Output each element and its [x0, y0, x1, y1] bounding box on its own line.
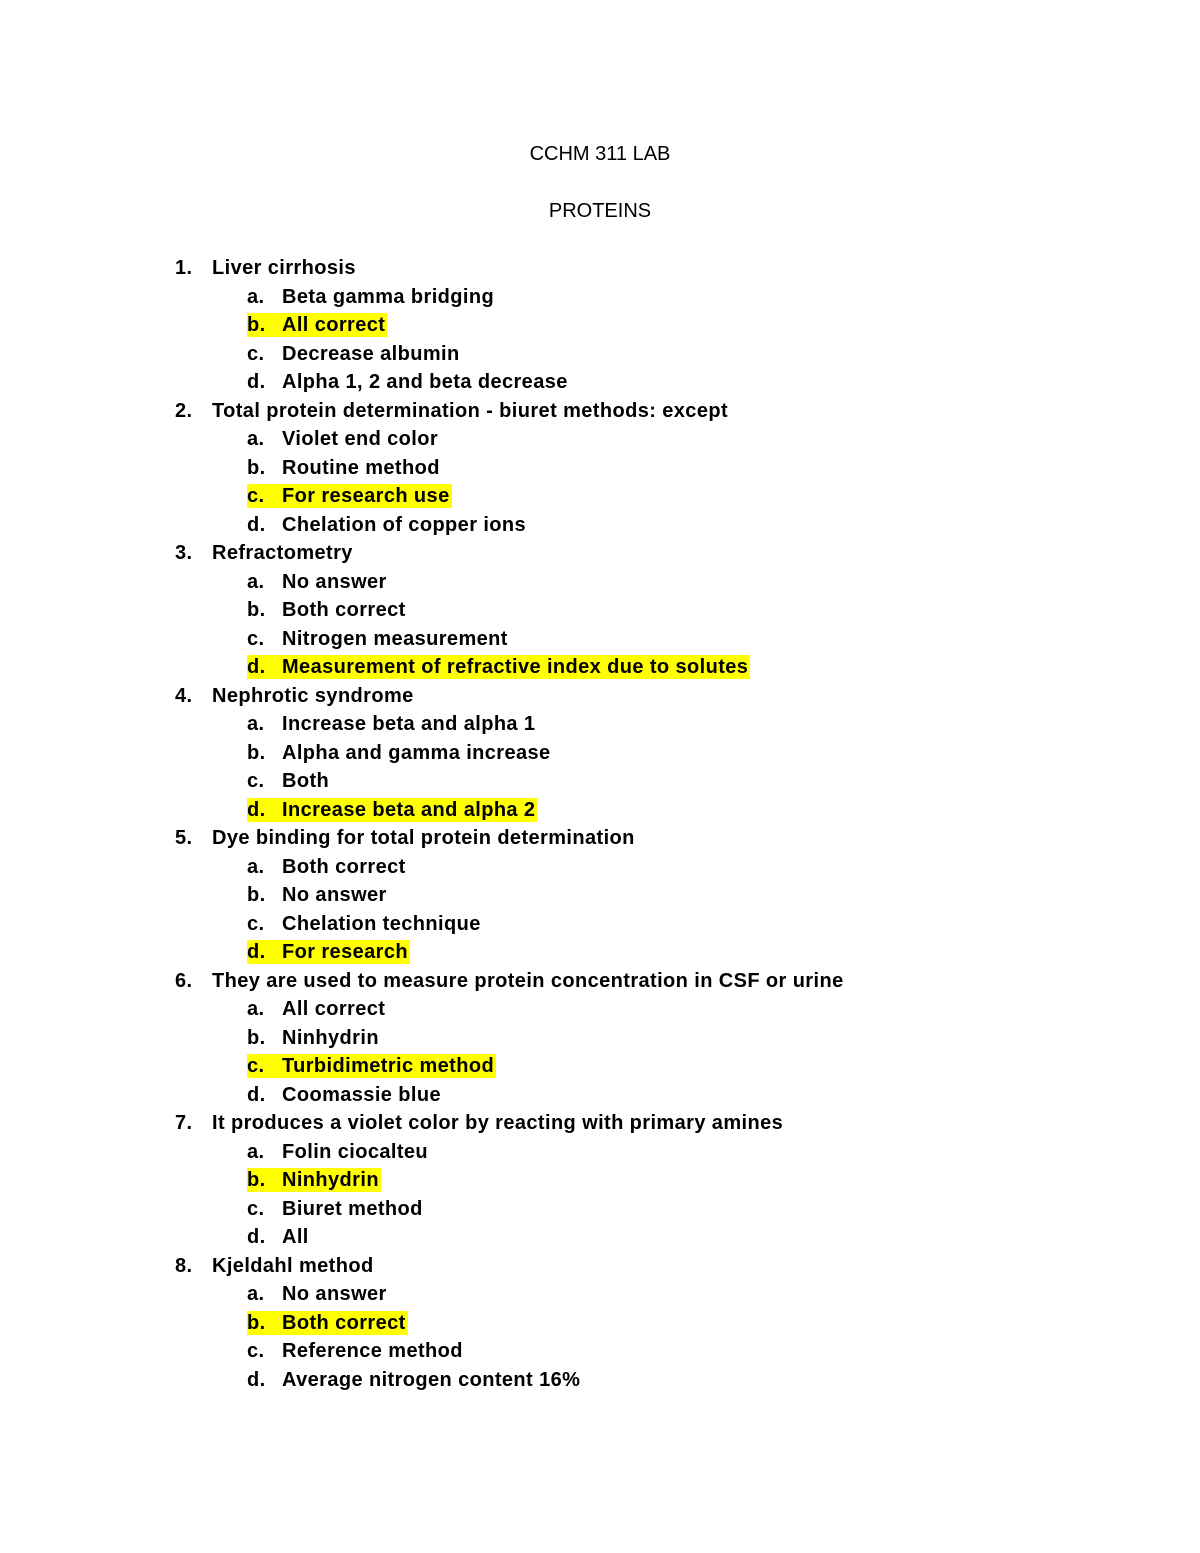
option-text: Biuret method: [282, 1197, 423, 1220]
answer-option: [175, 598, 844, 627]
question-list: [175, 256, 844, 1396]
option-letter: c.: [247, 912, 265, 935]
question-text: It produces a violet color by reacting with primary amines: [212, 1112, 784, 1134]
highlight-mark: [247, 798, 537, 822]
option-letter: b.: [247, 741, 266, 764]
answer-option: [175, 513, 844, 542]
answer-option: [175, 912, 844, 941]
answer-option: [175, 1339, 844, 1368]
option-text: Measurement of refractive index due to solutes: [282, 656, 749, 678]
answer-option: [175, 883, 844, 912]
option-text: No answer: [282, 884, 387, 906]
option-content: [247, 1026, 381, 1050]
option-content: [247, 1225, 311, 1249]
option-text: Both correct: [282, 599, 406, 621]
option-letter: d.: [247, 371, 266, 393]
option-text: Decrease albumin: [282, 342, 460, 365]
answer-option: [175, 1026, 844, 1055]
answer-option-highlighted: [175, 1168, 844, 1197]
option-text: Chelation of copper ions: [282, 513, 527, 536]
question-item: [175, 541, 844, 570]
option-letter: b.: [247, 1169, 266, 1191]
topic-title: PROTEINS: [548, 200, 652, 222]
option-letter: c.: [247, 627, 265, 650]
answer-option: [175, 769, 844, 798]
option-letter: b.: [247, 599, 266, 621]
option-content: [247, 1282, 389, 1306]
answer-option-highlighted: [175, 1311, 844, 1340]
option-letter: b.: [247, 456, 266, 479]
option-text: No answer: [282, 1283, 387, 1305]
answer-option: [175, 997, 844, 1026]
answer-option: [175, 285, 844, 314]
option-text: For research: [282, 941, 408, 963]
option-text: Chelation technique: [282, 912, 481, 935]
option-letter: d.: [247, 1083, 266, 1106]
option-text: Alpha and gamma increase: [282, 741, 551, 764]
answer-option-highlighted: [175, 484, 844, 513]
highlight-mark: [247, 940, 410, 964]
option-letter: a.: [247, 1140, 265, 1163]
answer-option: [175, 627, 844, 656]
option-content: [247, 627, 510, 651]
answer-option: [175, 855, 844, 884]
question-text: Nephrotic syndrome: [212, 684, 414, 707]
option-letter: b.: [247, 1026, 266, 1049]
option-text: All correct: [282, 998, 386, 1020]
option-letter: a.: [247, 855, 265, 878]
option-text: Beta gamma bridging: [282, 285, 495, 308]
option-text: Ninhydrin: [282, 1169, 379, 1191]
question-number: 5.: [175, 827, 193, 849]
question-number: 7.: [175, 1112, 193, 1134]
option-content: [247, 769, 331, 793]
option-letter: b.: [247, 884, 266, 906]
question-text: They are used to measure protein concentration in CSF or urine: [212, 969, 844, 992]
question-text: Total protein determination - biuret methods: except: [212, 399, 729, 422]
option-letter: b.: [247, 314, 266, 336]
answer-option: [175, 741, 844, 770]
option-letter: a.: [247, 713, 265, 735]
answer-option: [175, 1225, 844, 1254]
option-letter: a.: [247, 998, 265, 1020]
answer-option: [175, 1083, 844, 1112]
option-content: [247, 855, 408, 879]
question-text: Refractometry: [212, 542, 353, 564]
question-item: [175, 399, 844, 428]
option-content: [247, 598, 408, 622]
question-item: [175, 826, 844, 855]
answer-option-highlighted: [175, 655, 844, 684]
option-content: [247, 570, 389, 594]
option-content: [247, 1339, 465, 1363]
option-letter: a.: [247, 285, 265, 308]
question-text: Liver cirrhosis: [212, 257, 356, 279]
option-content: [247, 1140, 430, 1164]
answer-option: [175, 370, 844, 399]
option-text: Both: [282, 770, 330, 792]
answer-option: [175, 1368, 844, 1397]
answer-option-highlighted: [175, 940, 844, 969]
answer-option: [175, 570, 844, 599]
option-text: Turbidimetric method: [282, 1055, 495, 1077]
option-text: Average nitrogen content 16%: [282, 1368, 581, 1391]
highlight-mark: [247, 655, 750, 679]
option-letter: d.: [247, 941, 266, 963]
option-content: [247, 370, 570, 394]
answer-option: [175, 1140, 844, 1169]
option-content: [247, 1197, 425, 1221]
option-text: All: [282, 1226, 309, 1248]
option-content: [247, 1368, 582, 1392]
option-content: [247, 1083, 443, 1107]
option-letter: c.: [247, 1055, 265, 1077]
option-letter: a.: [247, 1283, 265, 1305]
option-letter: c.: [247, 485, 265, 507]
option-content: [247, 427, 440, 451]
option-text: Both correct: [282, 1311, 406, 1334]
answer-option: [175, 1282, 844, 1311]
question-number: 8.: [175, 1254, 193, 1277]
highlight-mark: [247, 1311, 408, 1335]
answer-option-highlighted: [175, 798, 844, 827]
question-item: [175, 256, 844, 285]
answer-option: [175, 427, 844, 456]
option-text: Increase beta and alpha 2: [282, 798, 536, 821]
option-text: No answer: [282, 570, 387, 593]
question-item: [175, 1254, 844, 1283]
question-item: [175, 1111, 844, 1140]
option-text: All correct: [282, 314, 386, 336]
option-text: Alpha 1, 2 and beta decrease: [282, 371, 568, 393]
option-text: Nitrogen measurement: [282, 627, 508, 650]
highlight-mark: [247, 1054, 496, 1078]
option-letter: c.: [247, 342, 265, 365]
option-letter: c.: [247, 770, 265, 792]
option-letter: d.: [247, 513, 266, 536]
option-text: Increase beta and alpha 1: [282, 713, 536, 735]
highlight-mark: [247, 313, 387, 337]
question-number: 2.: [175, 399, 193, 422]
option-letter: d.: [247, 1368, 266, 1391]
option-text: Routine method: [282, 456, 440, 479]
option-letter: c.: [247, 1340, 265, 1362]
option-letter: d.: [247, 656, 266, 678]
option-text: Both correct: [282, 855, 406, 878]
option-content: [247, 883, 389, 907]
question-number: 1.: [175, 257, 193, 279]
question-text: Dye binding for total protein determination: [212, 827, 635, 849]
option-letter: d.: [247, 798, 266, 821]
question-item: [175, 684, 844, 713]
answer-option: [175, 712, 844, 741]
option-text: For research use: [282, 485, 450, 507]
question-number: 4.: [175, 684, 193, 707]
option-text: Ninhydrin: [282, 1026, 379, 1049]
option-content: [247, 285, 496, 309]
question-number: 6.: [175, 969, 193, 992]
option-content: [247, 997, 387, 1021]
answer-option: [175, 342, 844, 371]
option-content: [247, 456, 442, 480]
option-content: [247, 741, 553, 765]
question-item: [175, 969, 844, 998]
option-letter: d.: [247, 1226, 266, 1248]
option-text: Coomassie blue: [282, 1083, 441, 1106]
answer-option: [175, 1197, 844, 1226]
option-letter: a.: [247, 428, 265, 450]
option-letter: c.: [247, 1197, 265, 1220]
option-text: Violet end color: [282, 428, 439, 450]
answer-option: [175, 456, 844, 485]
option-text: Reference method: [282, 1340, 463, 1362]
answer-option-highlighted: [175, 313, 844, 342]
highlight-mark: [247, 484, 452, 508]
question-number: 3.: [175, 542, 193, 564]
option-content: [247, 912, 483, 936]
option-content: [247, 513, 528, 537]
option-content: [247, 712, 537, 736]
highlight-mark: [247, 1168, 381, 1192]
answer-option-highlighted: [175, 1054, 844, 1083]
option-letter: a.: [247, 570, 265, 593]
question-text: Kjeldahl method: [212, 1254, 374, 1277]
option-text: Folin ciocalteu: [282, 1140, 429, 1163]
course-title: CCHM 311 LAB: [529, 143, 671, 165]
option-letter: b.: [247, 1311, 266, 1334]
option-content: [247, 342, 462, 366]
